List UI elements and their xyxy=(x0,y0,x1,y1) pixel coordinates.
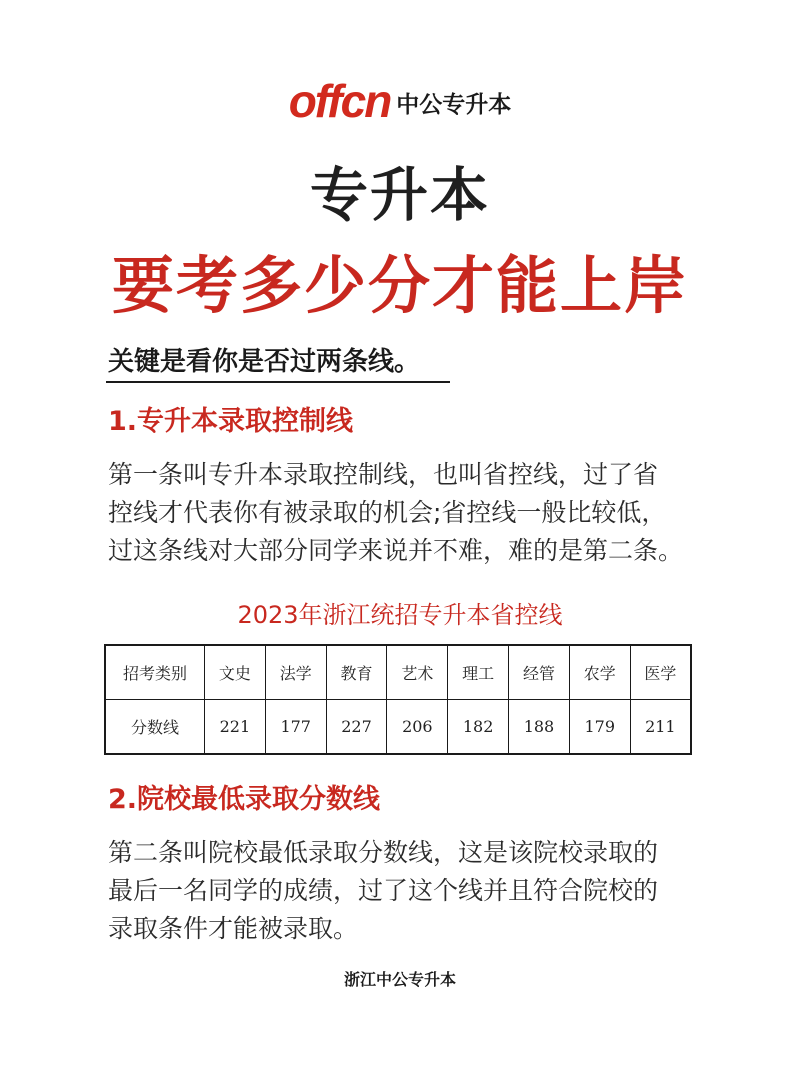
table-row xyxy=(105,700,691,755)
table-category-cell: 农学 xyxy=(569,645,630,700)
table-category-cell: 理工 xyxy=(448,645,509,700)
section2-line: 最后一名同学的成绩，过了这个线并且符合院校的 xyxy=(108,876,659,905)
table-score-cell: 227 xyxy=(326,700,387,755)
page-title: 专升本 xyxy=(309,161,490,229)
section2-line: 第二条叫院校最低录取分数线，这是该院校录取的 xyxy=(108,838,659,867)
table-score-cell: 179 xyxy=(569,700,630,755)
table-header-label: 招考类别 xyxy=(105,645,205,700)
table-category-cell: 医学 xyxy=(630,645,691,700)
table-score-cell: 221 xyxy=(205,700,266,755)
score-table xyxy=(104,644,692,755)
table-score-cell: 211 xyxy=(630,700,691,755)
table-row-label: 分数线 xyxy=(105,700,205,755)
table-category-cell: 教育 xyxy=(326,645,387,700)
intro-underline xyxy=(106,381,450,383)
table-score-cell: 206 xyxy=(387,700,448,755)
table-category-cell: 经管 xyxy=(509,645,570,700)
footer-brand: 浙江中公专升本 xyxy=(343,970,456,989)
section2-line: 录取条件才能被录取。 xyxy=(108,914,359,943)
table-score-cell: 188 xyxy=(509,700,570,755)
section1-paragraph xyxy=(108,456,698,570)
table-header-row xyxy=(105,645,691,700)
brand-name: 中公专升本 xyxy=(396,92,512,118)
brand-logo xyxy=(0,75,800,127)
section2-paragraph xyxy=(108,834,698,948)
page-subtitle: 要考多少分才能上岸 xyxy=(111,249,688,322)
table-category-cell: 文史 xyxy=(205,645,266,700)
table-score-cell: 182 xyxy=(448,700,509,755)
table-category-cell: 法学 xyxy=(265,645,326,700)
section1-line: 第一条叫专升本录取控制线，也叫省控线，过了省 xyxy=(108,460,659,489)
offcn-logo-mark: offcn xyxy=(288,75,391,127)
section1-line: 控线才代表你有被录取的机会;省控线一般比较低， xyxy=(108,498,667,527)
section1-heading: 1.专升本录取控制线 xyxy=(108,406,354,437)
section2-heading: 2.院校最低录取分数线 xyxy=(108,784,381,815)
intro-statement: 关键是看你是否过两条线。 xyxy=(108,347,421,377)
table-caption: 2023年浙江统招专升本省控线 xyxy=(237,601,563,629)
table-category-cell: 艺术 xyxy=(387,645,448,700)
section1-line: 过这条线对大部分同学来说并不难，难的是第二条。 xyxy=(108,536,684,565)
table-score-cell: 177 xyxy=(265,700,326,755)
